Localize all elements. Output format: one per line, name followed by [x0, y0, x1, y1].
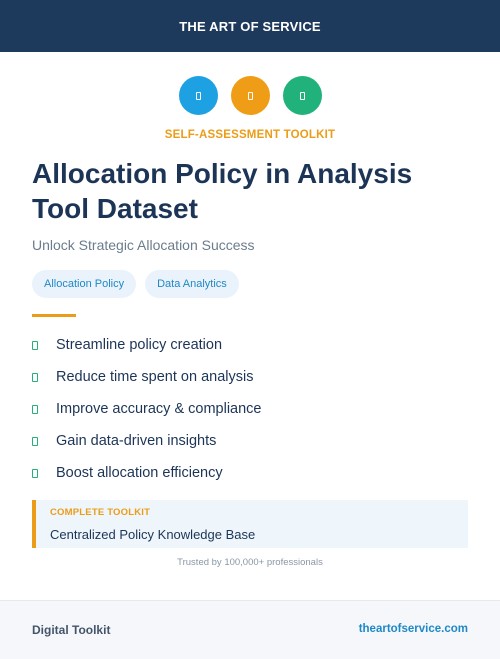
feature-text: Gain data-driven insights [56, 433, 217, 449]
icon-circle-green [283, 76, 322, 115]
list-item [32, 361, 262, 393]
check-icon [32, 373, 38, 382]
feature-text: Streamline policy creation [56, 337, 223, 353]
brand-title: THE ART OF SERVICE [179, 18, 321, 34]
eyebrow-label: SELF-ASSESSMENT TOOLKIT [164, 129, 336, 141]
website-link[interactable]: theartofservice.com [358, 623, 468, 635]
icon-row [0, 76, 500, 115]
check-icon [32, 405, 38, 414]
feature-text: Boost allocation efficiency [56, 465, 223, 481]
tag-list [32, 270, 239, 298]
callout-text: Centralized Policy Knowledge Base [50, 527, 256, 542]
feature-text: Improve accuracy & compliance [56, 401, 262, 417]
document-icon [300, 92, 305, 100]
accent-divider [32, 314, 76, 317]
feature-list [32, 329, 262, 489]
document-icon [196, 92, 201, 100]
check-icon [32, 437, 38, 446]
header-bar [0, 0, 500, 52]
callout-label: COMPLETE TOOLKIT [50, 507, 151, 518]
icon-circle-orange [231, 76, 270, 115]
icon-circle-blue [179, 76, 218, 115]
list-item [32, 425, 262, 457]
check-icon [32, 341, 38, 350]
document-icon [248, 92, 253, 100]
list-item [32, 329, 262, 361]
trusted-note: Trusted by 100,000+ professionals [177, 557, 323, 568]
toolkit-callout [32, 500, 468, 548]
tag-allocation-policy: Allocation Policy [32, 270, 136, 298]
page-title: Allocation Policy in Analysis Tool Dataset [32, 158, 413, 224]
tag-data-analytics: Data Analytics [145, 270, 239, 298]
feature-text: Reduce time spent on analysis [56, 369, 254, 385]
footer-label: Digital Toolkit [32, 623, 111, 637]
check-icon [32, 469, 38, 478]
list-item [32, 457, 262, 489]
footer-bar [0, 600, 500, 659]
subtitle: Unlock Strategic Allocation Success [32, 237, 255, 253]
list-item [32, 393, 262, 425]
